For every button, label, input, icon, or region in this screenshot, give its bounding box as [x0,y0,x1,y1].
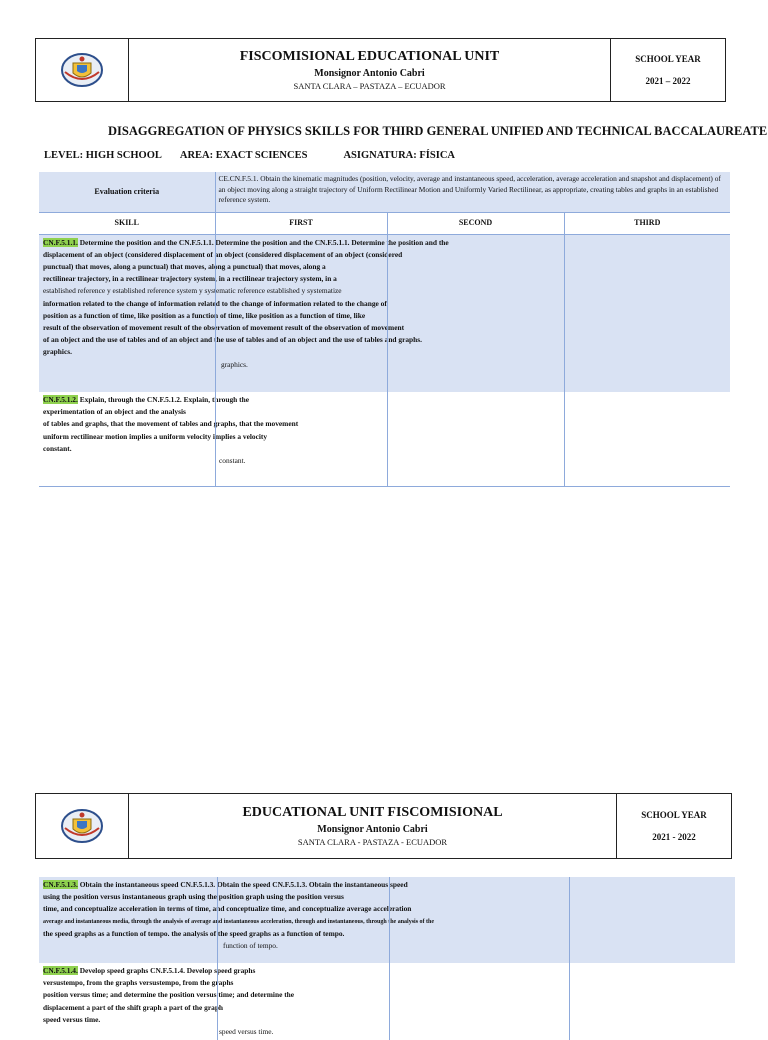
col-skill: SKILL [39,212,215,234]
row4-line-0: Develop speed graphs CN.F.5.1.4. Develop speed graphs [79,966,256,975]
subject: ASIGNATURA: FÍSICA [343,150,455,161]
row1-line-10: graphics. [221,359,248,369]
row1-line-3: rectilinear trajectory, in a rectilinear trajectory system, in a rectilinear trajectory system, in a [43,274,337,284]
row1-line-5: information related to the change of information related to the change of information related to the change of [43,298,387,308]
criteria-text: CE.CN.F.5.1. Obtain the kinematic magnitudes (position, velocity, average and instantaneous speed, acceleration, average acceleration and snapshot and displacement) of an object moving along a straight trajectory of Uniform Rectilinear Motion and Uniformly Varied Rectilinear, as appropriate, creating tables and graphs in an established reference system. [215,172,730,212]
row1-line-4: established reference y established reference system y systematic reference established y systematize [43,286,342,296]
row1-line-0: Determine the position and the CN.F.5.1.1. Determine the position and the CN.F.5.1.1. Determine the position and the [79,237,449,247]
document-title: DISAGGREGATION OF PHYSICS SKILLS FOR THIRD GENERAL UNIFIED AND TECHNICAL BACCALAUREATE [108,124,768,138]
row4-line-1: versustempo, from the graphs versustempo, from the graphs [43,978,234,988]
row2-line-3: uniform rectilinear motion implies a uniform velocity implies a velocity [43,431,268,441]
skill-row-3 [39,877,735,963]
row1-line-1: displacement of an object (considered displacement of an object (considered displacement of an object (considered [43,249,403,259]
code-skill-3: CN.F.5.1.3. [43,880,78,889]
row3-line-2: time, and conceptualize acceleration in terms of time, and conceptualize time, and conceptualize average acceleration [43,904,412,914]
header-box-2 [35,793,732,859]
skills-table-2 [39,877,735,1040]
institution-name: FISCOMISIONAL EDUCATIONAL UNIT [239,49,500,64]
row2-line-0: Explain, through the CN.F.5.1.2. Explain, through the [79,395,249,404]
level: LEVEL: HIGH SCHOOL [44,150,162,161]
row2-line-1: experimentation of an object and the analysis [43,407,186,417]
criteria-label: Evaluation criteria [94,186,160,196]
skill-row-4 [39,963,735,1040]
area: AREA: EXACT SCIENCES [179,150,308,161]
school-crest-icon [59,806,105,846]
school-year-label: SCHOOL YEAR [635,54,701,64]
code-skill-4: CN.F.5.1.4. [43,966,78,975]
school-year: 2021 – 2022 [645,76,691,86]
row3-line-0: Obtain the instantaneous speed CN.F.5.1.3. Obtain the speed CN.F.5.1.3. Obtain the instantaneous speed [79,880,408,889]
header-box [35,38,726,102]
row4-line-5: speed versus time. [219,1027,274,1037]
row1-line-9: graphics. [43,347,72,357]
row2-line-5: constant. [219,456,246,466]
col-third: THIRD [564,212,730,234]
director-name-2: Monsignor Antonio Cabri [317,824,428,835]
row1-line-6: position as a function of time, like position as a function of time, like position as a function of time, like [43,310,366,320]
skills-table-1 [39,172,730,487]
row3-line-3: average and instantaneous media, through the analysis of average and instantaneous acceleration, through and instantaneous, through the analysis of the [43,918,435,925]
code-skill-2: CN.F.5.1.2. [43,395,78,404]
col-second: SECOND [387,212,564,234]
school-logo-2 [36,794,129,858]
row4-line-3: displacement a part of the shift graph a part of the graph [43,1002,224,1012]
level-line [44,150,473,161]
row4-line-2: position versus time; and determine the position versus time; and determine the [43,990,295,1000]
school-crest-icon [59,50,105,90]
row4-line-4: speed versus time. [43,1014,101,1024]
row3-line-4: the speed graphs as a function of tempo. the analysis of the speed graphs as a function of tempo. [43,928,345,938]
row2-line-2: of tables and graphs, that the movement of tables and graphs, that the movement [43,419,299,429]
col-first: FIRST [215,212,387,234]
skill-row-2 [39,392,730,486]
row2-line-4: constant. [43,443,72,453]
row3-line-5: function of tempo. [223,941,278,951]
school-year-label-2: SCHOOL YEAR [641,810,707,820]
institution-name-2: EDUCATIONAL UNIT FISCOMISIONAL [242,805,503,820]
row1-line-2: punctual) that moves, along a punctual) that moves, along a punctual) that moves, along a [43,261,326,271]
location: SANTA CLARA – PASTAZA – ECUADOR [293,81,446,91]
skill-row-1 [39,234,730,392]
row1-line-8: of an object and the use of tables and of an object and the use of tables and of an object and the use of tables and graphs. [43,335,423,345]
school-year-2: 2021 - 2022 [652,832,696,842]
location-2: SANTA CLARA - PASTAZA - ECUADOR [297,837,448,847]
director-name: Monsignor Antonio Cabri [314,68,425,79]
row3-line-1: using the position versus instantaneous graph using the position graph using the position versus [43,892,344,902]
code-skill-1: CN.F.5.1.1. [43,237,78,247]
row1-line-7: result of the observation of movement result of the observation of movement result of the observation of movement [43,322,405,332]
school-logo [36,39,129,101]
